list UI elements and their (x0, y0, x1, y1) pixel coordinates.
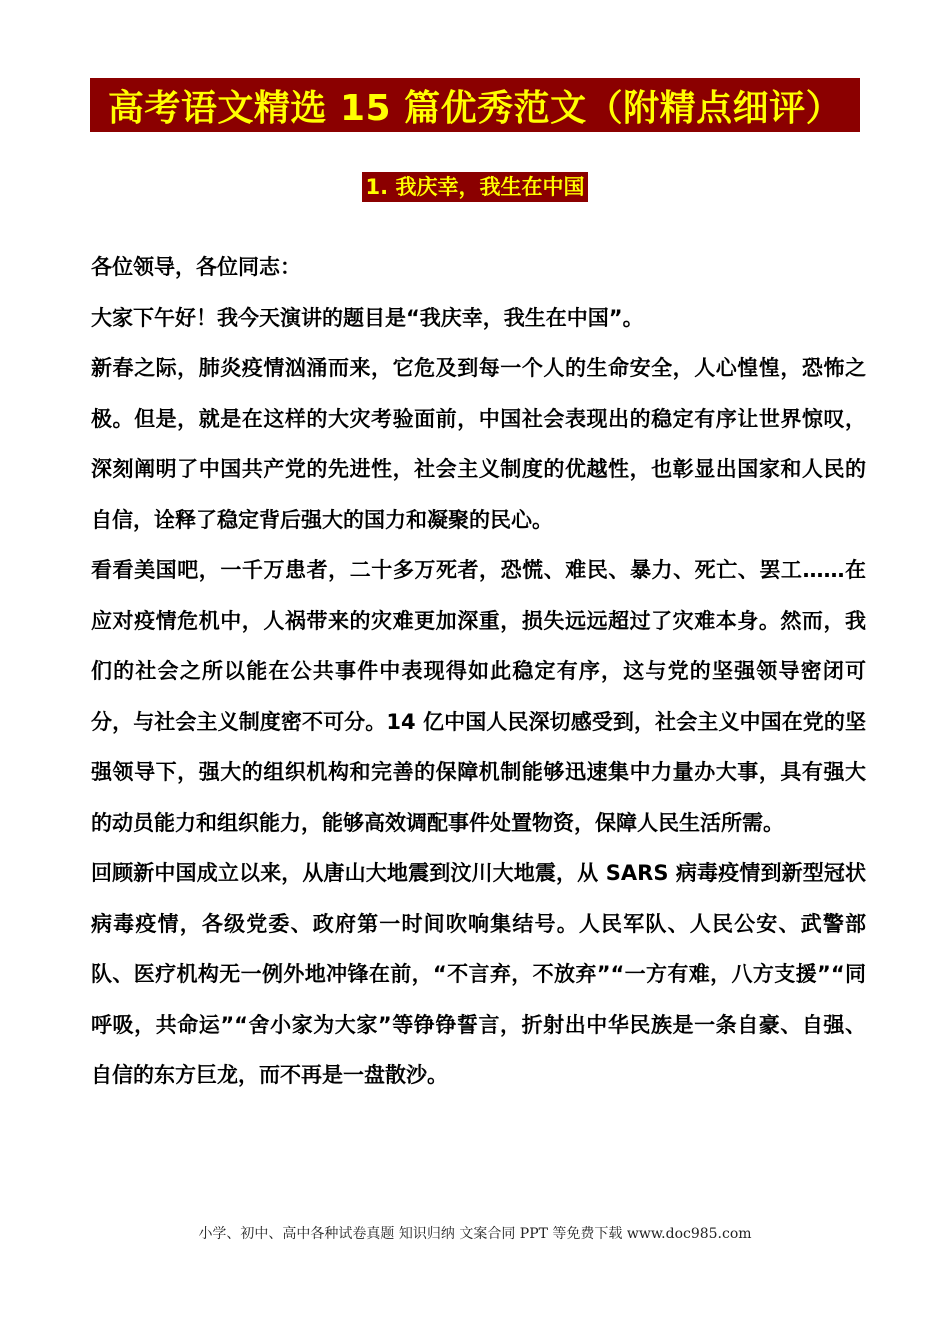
paragraph: 新春之际，肺炎疫情汹涌而来，它危及到每一个人的生命安全，人心惶惶，恐怖之极。但是，就是在这样的大灾考验面前，中国社会表现出的稳定有序让世界惊叹，深刻阐明了中国共产党的先进性，社会主义制度的优越性，也彰显出国家和人民的自信，诠释了稳定背后强大的国力和凝聚的民心。 (91, 356, 866, 532)
essay-body (91, 242, 866, 1101)
section-heading-container (0, 172, 950, 202)
document-title: 高考语文精选 15 篇优秀范文（附精点细评） (107, 87, 843, 129)
title-banner (90, 78, 860, 132)
paragraph-greeting: 大家下午好！我今天演讲的题目是“我庆幸，我生在中国”。 (91, 305, 644, 330)
page-footer: 小学、初中、高中各种试卷真题 知识归纳 文案合同 PPT 等免费下载 www.doc985.com (198, 1226, 752, 1242)
paragraph: 看看美国吧，一千万患者，二十多万死者，恐慌、难民、暴力、死亡、罢工……在应对疫情危机中，人祸带来的灾难更加深重，损失远远超过了灾难本身。然而，我们的社会之所以能在公共事件中表现得如此稳定有序，这与党的坚强领导密闭可分，与社会主义制度密不可分。14 亿中国人民深切感受到，社会主义中国在党的坚强领导下，强大的组织机构和完善的保障机制能够迅速集中力量办大事，具有强大的动员能力和组织能力，能够高效调配事件处置物资，保障人民生活所需。 (91, 558, 866, 835)
section-heading: 1. 我庆幸，我生在中国 (362, 172, 589, 202)
paragraph: 回顾新中国成立以来，从唐山大地震到汶川大地震，从 SARS 病毒疫情到新型冠状病毒疫情，各级党委、政府第一时间吹响集结号。人民军队、人民公安、武警部队、医疗机构无一例外地冲锋在前，“不言弃，不放弃”“一方有难，八方支援”“同呼吸，共命运”“舍小家为大家”等铮铮誓言，折射出中华民族是一条自豪、自强、自信的东方巨龙，而不再是一盘散沙。 (91, 861, 866, 1087)
paragraph-salutation: 各位领导，各位同志： (91, 255, 301, 279)
